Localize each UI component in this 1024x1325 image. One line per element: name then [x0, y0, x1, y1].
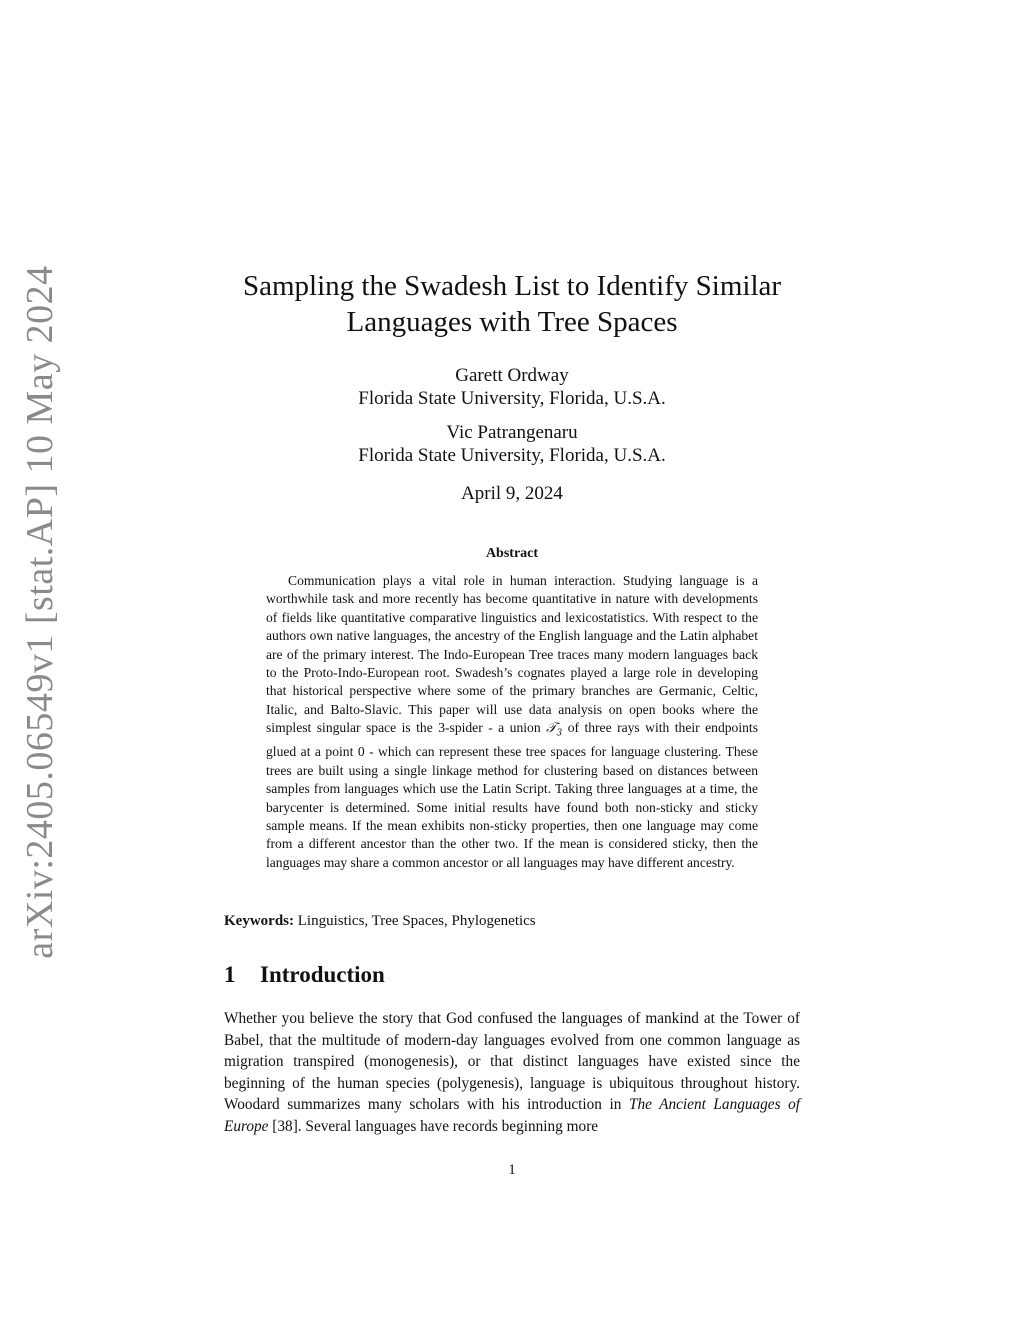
page-number: 1 [508, 1162, 516, 1178]
title-line-1: Sampling the Swadesh List to Identify Similar [242, 270, 782, 302]
author-block-2 [220, 421, 804, 467]
author-block-1 [220, 364, 804, 410]
keywords-text: Linguistics, Tree Spaces, Phylogenetics [297, 913, 536, 929]
abstract-text [266, 572, 758, 872]
arxiv-identifier: arXiv:2405.06549v1 [stat.AP] 10 May 2024 [19, 265, 61, 959]
section-heading [224, 962, 385, 988]
author-name: Garett Ordway [455, 365, 569, 386]
intro-part-1: Whether you believe the story that God confused the languages of mankind at the Tower of Babel, that the multitude of modern-day languages evolved from one common language as migration transpired (monogenesis), or that distinct languages have existed since the beginning of the human species (polygenesis), language is ubiquitous throughout history. Woodard summarizes many scholars with his introduction in [224, 1010, 800, 1114]
keywords [224, 913, 536, 930]
tree-space-symbol [546, 720, 563, 739]
math-subscript: 3 [556, 728, 563, 739]
book-title: The Ancient Languages of Europe [224, 1096, 800, 1135]
section-number: 1 [224, 962, 236, 987]
intro-paragraph [224, 1008, 800, 1138]
paper-title [180, 268, 844, 340]
author-affiliation: Florida State University, Florida, U.S.A. [358, 388, 666, 409]
author-affiliation: Florida State University, Florida, U.S.A. [358, 445, 666, 466]
abstract-heading: Abstract [485, 546, 539, 561]
math-symbol: 𝒯 [546, 720, 557, 737]
abstract-part-2: of three rays with their endpoints glued at a point 0 - which can represent these tree spaces for language clustering. These trees are built using a single linkage method for clustering based on distances between samples from languages which use the Latin Script. Taking three languages at a time, the barycenter is determined. Some initial results have found both non-sticky and sticky sample means. If the mean exhibits non-sticky properties, then one language may come from a different ancestor than the other two. If the mean is considered sticky, then the languages may share a common ancestor or all languages may have different ancestry. [266, 720, 758, 870]
intro-part-2: [38]. Several languages have records beginning more [272, 1117, 599, 1135]
title-line-2: Languages with Tree Spaces [346, 306, 678, 338]
section-title: Introduction [260, 962, 385, 987]
paper-date: April 9, 2024 [461, 483, 563, 504]
keywords-label: Keywords: [224, 913, 294, 929]
abstract-part-1: Communication plays a vital role in human interaction. Studying language is a worthwhile task and more recently has become quantitative in nature with developments of fields like quantitative comparative linguistics and lexicostatistics. With respect to the authors own native languages, the ancestry of the English language and the Latin alphabet are of the primary interest. The Indo-European Tree traces many modern languages back to the Proto-Indo-European root. Swadesh’s cognates played a large role in developing that historical perspective where some of the primary branches are Germanic, Celtic, Italic, and Balto-Slavic. This paper will use data analysis on open books where the simplest singular space is the 3-spider - a union [266, 573, 758, 736]
author-name: Vic Patrangenaru [446, 422, 578, 443]
